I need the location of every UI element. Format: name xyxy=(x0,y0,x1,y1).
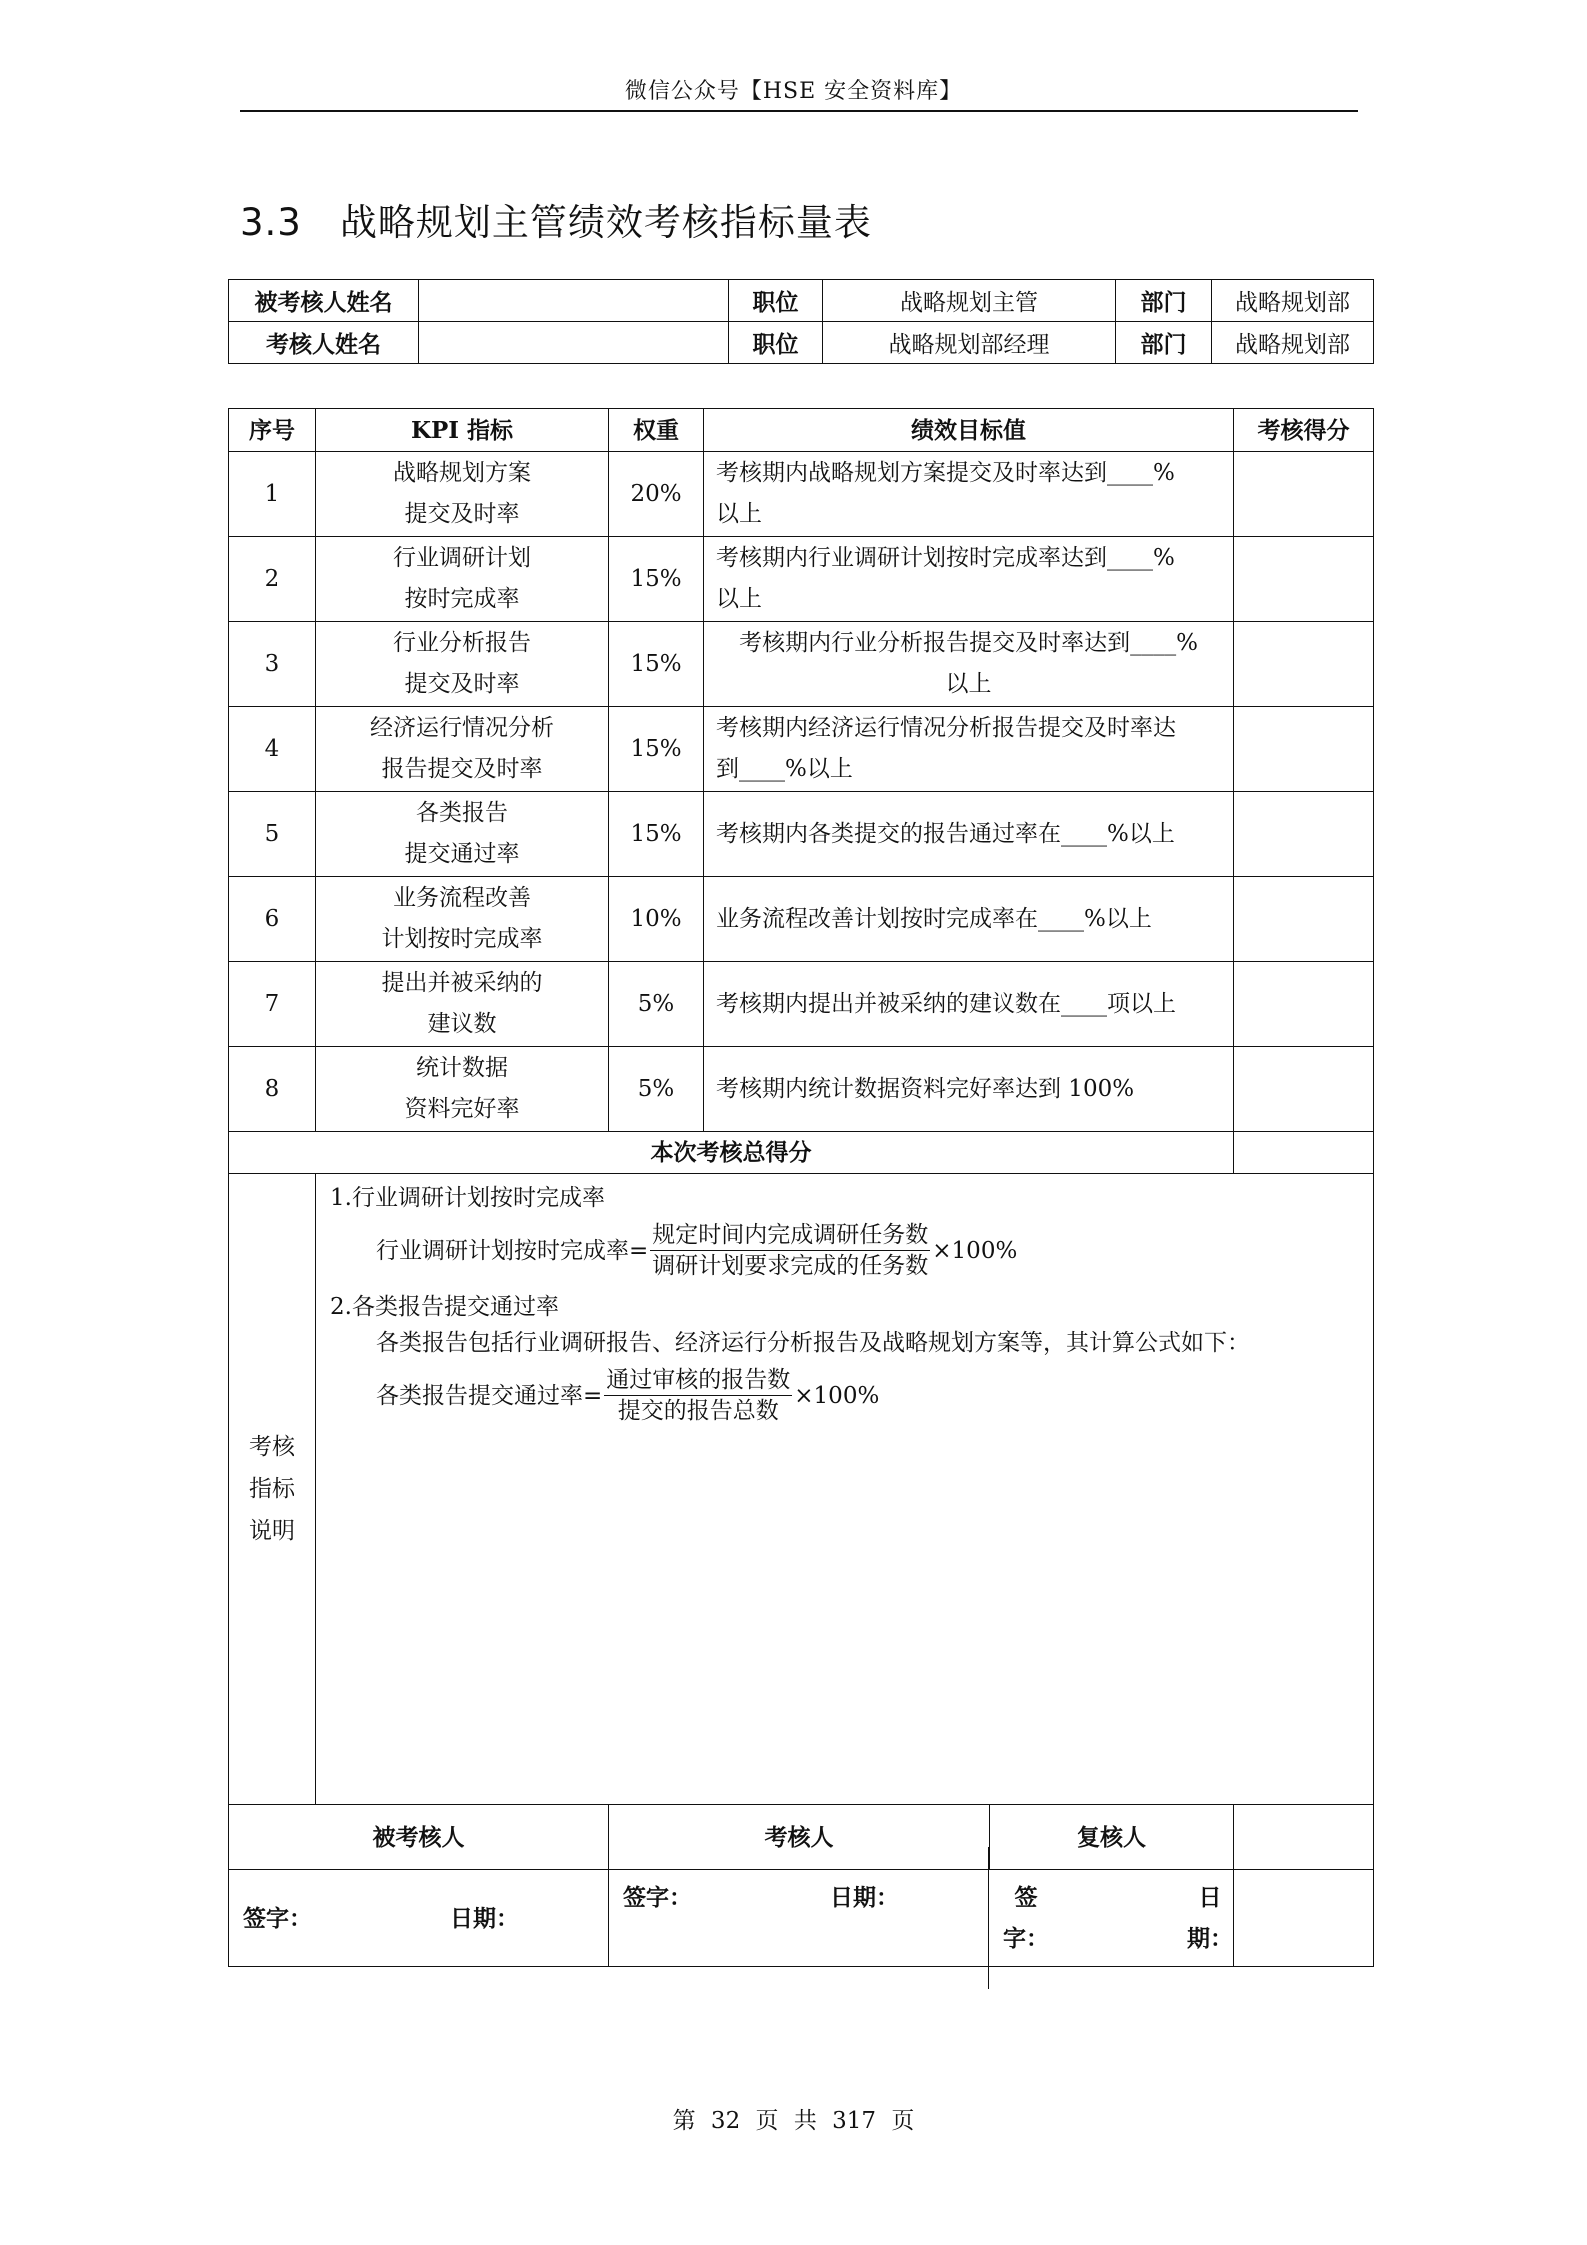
row-number: 5 xyxy=(229,792,316,877)
table-row xyxy=(229,962,1374,1047)
row-number: 1 xyxy=(229,452,316,537)
kpi-name-line: 按时完成率 xyxy=(404,586,520,612)
kpi-name-line: 计划按时完成率 xyxy=(381,926,543,952)
appraiser-signature[interactable] xyxy=(609,1870,1234,1967)
kpi-name-line: 提交及时率 xyxy=(404,501,520,527)
formula-completion-rate xyxy=(376,1220,1359,1281)
formula-lhs: 各类报告提交通过率= xyxy=(376,1382,603,1409)
kpi-target-line: 考核期内行业调研计划按时完成率达到____% xyxy=(716,545,1175,571)
table-row xyxy=(229,1047,1374,1132)
kpi-target-line: 以上 xyxy=(716,586,762,612)
col-header-target: 绩效目标值 xyxy=(704,409,1234,452)
sign-label: 签字： xyxy=(243,1904,312,1932)
notes-label-line: 说明 xyxy=(249,1518,295,1544)
kpi-name xyxy=(316,452,609,537)
signature-fields xyxy=(609,1877,988,1959)
notes-content xyxy=(316,1174,1374,1805)
position-label: 职位 xyxy=(729,280,823,322)
kpi-name-line: 提交及时率 xyxy=(404,671,520,697)
kpi-target xyxy=(704,877,1234,962)
kpi-name-line: 行业调研计划 xyxy=(393,545,531,571)
col-header-no: 序号 xyxy=(229,409,316,452)
notes-label xyxy=(229,1174,316,1805)
info-table xyxy=(228,279,1374,364)
table-row xyxy=(229,792,1374,877)
kpi-target-line: 以上 xyxy=(945,671,992,697)
formula-fraction xyxy=(604,1365,792,1426)
appraiser-department: 战略规划部 xyxy=(1212,322,1374,364)
kpi-weight: 15% xyxy=(609,792,704,877)
position-label: 职位 xyxy=(729,322,823,364)
kpi-weight: 15% xyxy=(609,707,704,792)
formula-multiplier: ×100% xyxy=(794,1382,880,1409)
kpi-weight: 5% xyxy=(609,962,704,1047)
signer-reviewer-label: 复核人 xyxy=(989,1805,1233,1870)
kpi-target-line: 考核期内战略规划方案提交及时率达到____% xyxy=(716,460,1175,486)
formula-numerator: 通过审核的报告数 xyxy=(604,1365,792,1396)
appraisee-signature[interactable] xyxy=(229,1870,609,1967)
kpi-target xyxy=(704,452,1234,537)
kpi-target-line: 考核期内统计数据资料完好率达到 100% xyxy=(716,1075,1135,1102)
kpi-target xyxy=(704,1047,1234,1132)
kpi-name-line: 报告提交及时率 xyxy=(381,756,543,782)
note-item-description: 各类报告包括行业调研报告、经济运行分析报告及战略规划方案等，其计算公式如下： xyxy=(376,1330,1250,1356)
date-label: 日期： xyxy=(450,1904,519,1932)
kpi-score-field[interactable] xyxy=(1234,792,1374,877)
kpi-target-line: 考核期内经济运行情况分析报告提交及时率达 xyxy=(716,715,1176,741)
formula-fraction xyxy=(650,1220,930,1281)
notes-label-line: 考核 xyxy=(249,1434,295,1460)
row-number: 2 xyxy=(229,537,316,622)
note-item-title: 1.行业调研计划按时完成率 xyxy=(330,1185,605,1211)
kpi-table xyxy=(228,408,1374,1967)
appraisee-position: 战略规划主管 xyxy=(823,280,1116,322)
kpi-name-line: 提出并被采纳的 xyxy=(381,970,543,996)
kpi-name-line: 行业分析报告 xyxy=(393,630,531,656)
total-score-field[interactable] xyxy=(1234,1132,1374,1174)
table-row xyxy=(229,622,1374,707)
formula-denominator: 提交的报告总数 xyxy=(617,1398,779,1424)
kpi-score-field[interactable] xyxy=(1234,1047,1374,1132)
kpi-name xyxy=(316,877,609,962)
info-row xyxy=(229,280,1374,322)
signature-row xyxy=(229,1870,1374,1967)
kpi-score-field[interactable] xyxy=(1234,622,1374,707)
kpi-score-field[interactable] xyxy=(1234,537,1374,622)
kpi-target-line: 考核期内各类提交的报告通过率在____%以上 xyxy=(716,820,1175,847)
row-number: 7 xyxy=(229,962,316,1047)
date-label: 日期： xyxy=(1187,1884,1233,1952)
table-row xyxy=(229,877,1374,962)
appraiser-position: 战略规划部经理 xyxy=(823,322,1116,364)
total-score-label: 本次考核总得分 xyxy=(229,1132,1234,1174)
sign-label: 签字： xyxy=(1003,1884,1049,1952)
row-number: 6 xyxy=(229,877,316,962)
department-label: 部门 xyxy=(1116,280,1212,322)
kpi-target xyxy=(704,792,1234,877)
kpi-target xyxy=(704,622,1234,707)
section-title-text: 战略规划主管绩效考核指标量表 xyxy=(339,201,872,244)
kpi-target xyxy=(704,707,1234,792)
table-row xyxy=(229,537,1374,622)
department-label: 部门 xyxy=(1116,322,1212,364)
kpi-name-line: 经济运行情况分析 xyxy=(370,715,554,741)
notes-body xyxy=(316,1174,1373,1438)
kpi-name xyxy=(316,1047,609,1132)
kpi-weight: 10% xyxy=(609,877,704,962)
appraiser-name-label: 考核人姓名 xyxy=(229,322,419,364)
total-score-row xyxy=(229,1132,1374,1174)
formula-lhs: 行业调研计划按时完成率= xyxy=(376,1237,649,1264)
table-row xyxy=(229,452,1374,537)
signer-reviewer-header-end xyxy=(1234,1805,1374,1870)
kpi-target xyxy=(704,962,1234,1047)
kpi-target-line: 考核期内行业分析报告提交及时率达到____% xyxy=(739,630,1198,656)
kpi-weight: 20% xyxy=(609,452,704,537)
section-number: 3.3 xyxy=(240,201,302,244)
kpi-score-field[interactable] xyxy=(1234,707,1374,792)
signature-fields xyxy=(229,1898,608,1939)
appraisee-department: 战略规划部 xyxy=(1212,280,1374,322)
page-header: 微信公众号【HSE 安全资料库】 xyxy=(624,79,963,104)
kpi-name xyxy=(316,792,609,877)
table-row xyxy=(229,707,1374,792)
kpi-name-line: 建议数 xyxy=(427,1011,497,1037)
kpi-target-line: 到____%以上 xyxy=(716,756,853,782)
date-label: 日期： xyxy=(830,1884,899,1911)
section-title xyxy=(240,192,872,246)
kpi-name-line: 提交通过率 xyxy=(404,841,520,867)
kpi-name xyxy=(316,962,609,1047)
kpi-score-field[interactable] xyxy=(1234,962,1374,1047)
kpi-name-line: 战略规划方案 xyxy=(393,460,531,486)
kpi-target-line: 业务流程改善计划按时完成率在____%以上 xyxy=(716,905,1152,932)
signer-appraiser-label: 考核人 xyxy=(764,1823,834,1851)
kpi-name-line: 各类报告 xyxy=(416,800,508,826)
notes-row xyxy=(229,1174,1374,1805)
sign-label: 签字： xyxy=(623,1884,692,1911)
formula-numerator: 规定时间内完成调研任务数 xyxy=(650,1220,930,1251)
kpi-name-line: 统计数据 xyxy=(416,1055,508,1081)
page-footer: 第 32 页 共 317 页 xyxy=(672,2108,915,2134)
row-number: 3 xyxy=(229,622,316,707)
kpi-name xyxy=(316,537,609,622)
header-rule xyxy=(240,110,1358,112)
kpi-weight: 5% xyxy=(609,1047,704,1132)
kpi-target-line: 考核期内提出并被采纳的建议数在____项以上 xyxy=(716,990,1176,1017)
formula-multiplier: ×100% xyxy=(932,1237,1018,1264)
appraiser-name-field[interactable] xyxy=(419,322,729,364)
kpi-name-line: 资料完好率 xyxy=(404,1096,520,1122)
notes-label-line: 指标 xyxy=(249,1476,295,1502)
kpi-header-row xyxy=(229,409,1374,452)
kpi-name xyxy=(316,707,609,792)
row-number: 8 xyxy=(229,1047,316,1132)
row-number: 4 xyxy=(229,707,316,792)
kpi-score-field[interactable] xyxy=(1234,877,1374,962)
appraisee-name-field[interactable] xyxy=(419,280,729,322)
kpi-name-line: 业务流程改善 xyxy=(393,885,531,911)
col-header-score: 考核得分 xyxy=(1234,409,1374,452)
col-header-weight: 权重 xyxy=(609,409,704,452)
kpi-target-line: 以上 xyxy=(716,501,762,527)
col-header-kpi: KPI 指标 xyxy=(316,409,609,452)
signer-appraisee-header: 被考核人 xyxy=(229,1805,609,1870)
reviewer-signature-end xyxy=(1234,1870,1374,1967)
kpi-score-field[interactable] xyxy=(1234,452,1374,537)
kpi-weight: 15% xyxy=(609,537,704,622)
formula-pass-rate xyxy=(376,1365,1359,1426)
info-row xyxy=(229,322,1374,364)
formula-denominator: 调研计划要求完成的任务数 xyxy=(652,1253,929,1279)
reviewer-signature[interactable] xyxy=(988,1847,1233,1989)
appraisee-name-label: 被考核人姓名 xyxy=(229,280,419,322)
note-item-title: 2.各类报告提交通过率 xyxy=(330,1294,559,1320)
kpi-target xyxy=(704,537,1234,622)
kpi-name xyxy=(316,622,609,707)
kpi-weight: 15% xyxy=(609,622,704,707)
